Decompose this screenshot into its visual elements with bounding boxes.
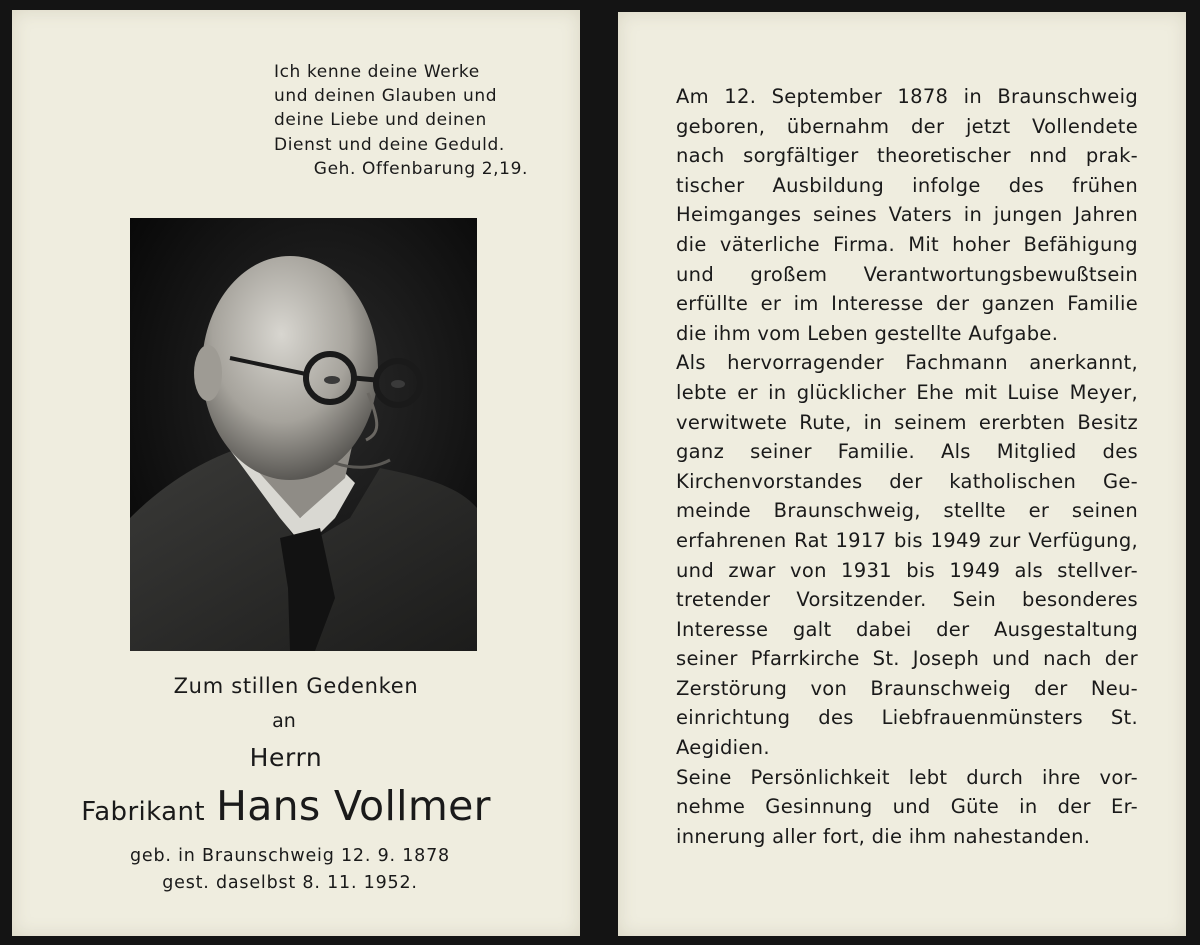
biography-line: erfahrenen Rat 1917 bis 1949 zur Verfügung, [676,528,1138,552]
portrait-image [130,218,477,651]
biography-line: Heimganges seines Vaters in jungen Jahren [676,203,1138,227]
death-date: gest. daselbst 8. 11. 1952. [162,873,418,893]
biography-line: meinde Braunschweig, stellte er seinen [676,499,1138,523]
biography-line: ganz seiner Familie. Als Mitglied des [676,440,1138,464]
deceased-name: Hans Vollmer [216,782,491,830]
biography-line: innerung aller fort, die ihm nahestanden. [676,824,1091,848]
biography-line: verwitwete Rute, in seinem ererbten Besitz [676,410,1138,434]
quote-line: Dienst und deine Geduld. [274,134,505,155]
biography-line: Zerstörung von Braunschweig der Neu- [676,676,1138,700]
biography-line: Interesse galt dabei der Ausgestaltung [676,617,1138,641]
biography-line: seiner Pfarrkirche St. Joseph und nach der [676,647,1138,671]
biography-line: nach sorgfältiger theoretischer nnd prak- [676,144,1138,168]
quote-line: deine Liebe und deinen [274,110,487,131]
biography-line: erfüllte er im Interesse der ganzen Familie [676,292,1138,316]
memorial-an: an [272,710,296,732]
biography-line: und zwar von 1931 bis 1949 als stellver- [676,558,1138,582]
biography-line: Am 12. September 1878 in Braunschweig [676,85,1138,108]
biography-line: nehme Gesinnung und Güte in der Er- [676,795,1138,819]
memorial-heading: Zum stillen Gedenken [173,674,419,698]
salutation: Herrn [249,743,323,772]
deceased-name-line [2,782,570,830]
biography-line: tischer Ausbildung infolge des frühen [676,173,1138,197]
biography-line: lebte er in glücklicher Ehe mit Luise Meyer, [676,380,1138,404]
left-card-page [12,10,580,936]
quote-line: Ich kenne deine Werke [274,62,480,82]
deceased-title: Fabrikant [81,797,205,827]
biography-line: und großem Verantwortungsbewußtsein [676,262,1138,286]
biography-line: Kirchenvorstandes der katholischen Ge- [676,469,1138,493]
biography-line: Aegidien. [676,736,770,760]
biography-line: die ihm vom Leben gestellte Aufgabe. [676,321,1059,345]
biography-line: einrichtung des Liebfrauenmünsters St. [676,706,1138,730]
biography-line: tretender Vorsitzender. Sein besonderes [676,588,1138,612]
biography-line: geboren, übernahm der jetzt Vollendete [676,114,1138,138]
quote-line: und deinen Glauben und [274,86,498,107]
birth-date: geb. in Braunschweig 12. 9. 1878 [130,846,450,866]
biography-line: Seine Persönlichkeit lebt durch ihre vor- [676,765,1138,789]
quote-source: Geh. Offenbarung 2,19. [313,158,528,179]
biography-line: Als hervorragender Fachmann anerkannt, [676,351,1138,375]
portrait-photo [130,218,477,651]
bible-quote [274,60,564,181]
biography-text [676,82,1138,851]
biography-line: die väterliche Firma. Mit hoher Befähigung [676,232,1138,256]
right-card-page [618,12,1186,936]
